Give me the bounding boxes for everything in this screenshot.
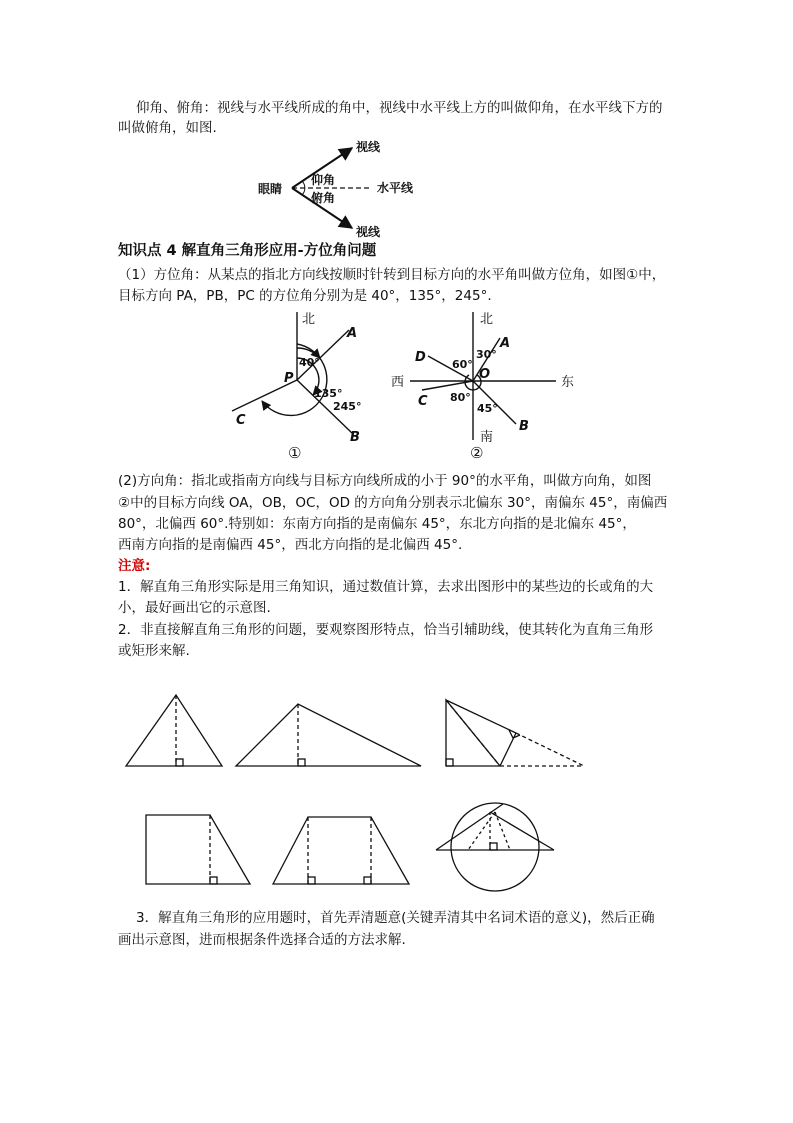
- fig2-A: A: [500, 336, 511, 351]
- fig2-north: 北: [480, 312, 494, 327]
- right-triangle-extension-diagram: [446, 700, 584, 766]
- fig1-C: C: [236, 413, 246, 428]
- direction-para-line-4: 西南方向指的是南偏西 45°，西北方向指的是北偏西 45°.: [118, 537, 463, 553]
- note-3-line-2: 画出示意图，进而根据条件选择合适的方法求解.: [118, 932, 406, 948]
- fig2-D: D: [415, 350, 426, 365]
- section-heading: 知识点 4 解直角三角形应用-方位角问题: [118, 243, 377, 259]
- elevation-angle-label: 仰角: [311, 173, 336, 187]
- scalene-triangle-diagram: [236, 704, 421, 766]
- fig1-caption: ①: [288, 444, 302, 462]
- fig2-B: B: [519, 419, 529, 434]
- isosceles-trapezoid-diagram: [273, 817, 409, 884]
- direction-para-line-1: (2)方向角：指北或指南方向线与目标方向线所成的小于 90°的水平角，叫做方向角，如图: [118, 473, 652, 489]
- fig1-B: B: [350, 430, 360, 445]
- fig1-angle-40: 40°: [299, 356, 320, 369]
- elevation-para-line-1: 仰角、俯角：视线与水平线所成的角中，视线中水平线上方的叫做仰角，在水平线下方的: [136, 100, 663, 116]
- note-2-line-2: 或矩形来解.: [118, 643, 190, 659]
- elevation-para-line-2: 叫做俯角，如图.: [118, 120, 217, 136]
- fig1-north: 北: [302, 312, 316, 327]
- line-PA: [297, 330, 349, 380]
- fig2-south: 南: [480, 430, 494, 445]
- sight-down-label: 视线: [356, 225, 381, 239]
- fig2-O: O: [479, 367, 491, 382]
- horizontal-label: 水平线: [377, 181, 414, 195]
- fig2-C: C: [418, 394, 428, 409]
- eye-label: 眼睛: [258, 182, 283, 196]
- fig2-angle-45: 45°: [477, 402, 498, 415]
- fig1-angle-245: 245°: [333, 400, 362, 413]
- fig1-P: P: [284, 371, 294, 386]
- right-trapezoid-diagram: [146, 815, 250, 884]
- depression-angle-label: 俯角: [311, 191, 336, 205]
- arc-245: [262, 344, 327, 415]
- note-1-line-2: 小，最好画出它的示意图.: [118, 600, 271, 616]
- bearing-para-line-1: （1）方位角：从某点的指北方向线按顺时针转到目标方向的水平角叫做方位角，如图①中，: [118, 267, 666, 283]
- fig2-caption: ②: [470, 444, 484, 462]
- elevation-figure: [292, 148, 372, 228]
- note-2-line-1: 2．非直接解直角三角形的问题，要观察图形特点，恰当引辅助线，使其转化为直角三角形: [118, 622, 654, 638]
- fig2-angle-80: 80°: [450, 391, 471, 404]
- fig2-west: 西: [391, 375, 405, 390]
- fig1-angle-135: 135°: [314, 387, 343, 400]
- bearing-para-line-2: 目标方向 PA，PB，PC 的方位角分别为是 40°，135°，245°.: [118, 288, 492, 304]
- direction-para-line-2: ②中的目标方向线 OA，OB，OC，OD 的方向角分别表示北偏东 30°，南偏东 45°，南偏西: [118, 495, 668, 511]
- fig2-angle-30: 30°: [476, 348, 497, 361]
- triangle-altitude-diagram: [126, 695, 222, 766]
- note-1-line-1: 1．解直角三角形实际是用三角知识，通过数值计算，去求出图形中的某些边的长或角的大: [118, 579, 654, 595]
- note-3-line-1: 3．解直角三角形的应用题时，首先弄清题意(关键弄清其中名词术语的意义)，然后正确: [136, 910, 655, 926]
- note-label: 注意:: [118, 558, 151, 574]
- fig1-A: A: [347, 326, 358, 341]
- fig2-angle-60: 60°: [452, 358, 473, 371]
- sight-up-label: 视线: [356, 140, 381, 154]
- direction-para-line-3: 80°，北偏西 60°.特别如：东南方向指的是南偏东 45°，东北方向指的是北偏东 45°，: [118, 516, 636, 532]
- fig2-east: 东: [561, 375, 575, 390]
- circle-tangent-diagram: [436, 803, 554, 891]
